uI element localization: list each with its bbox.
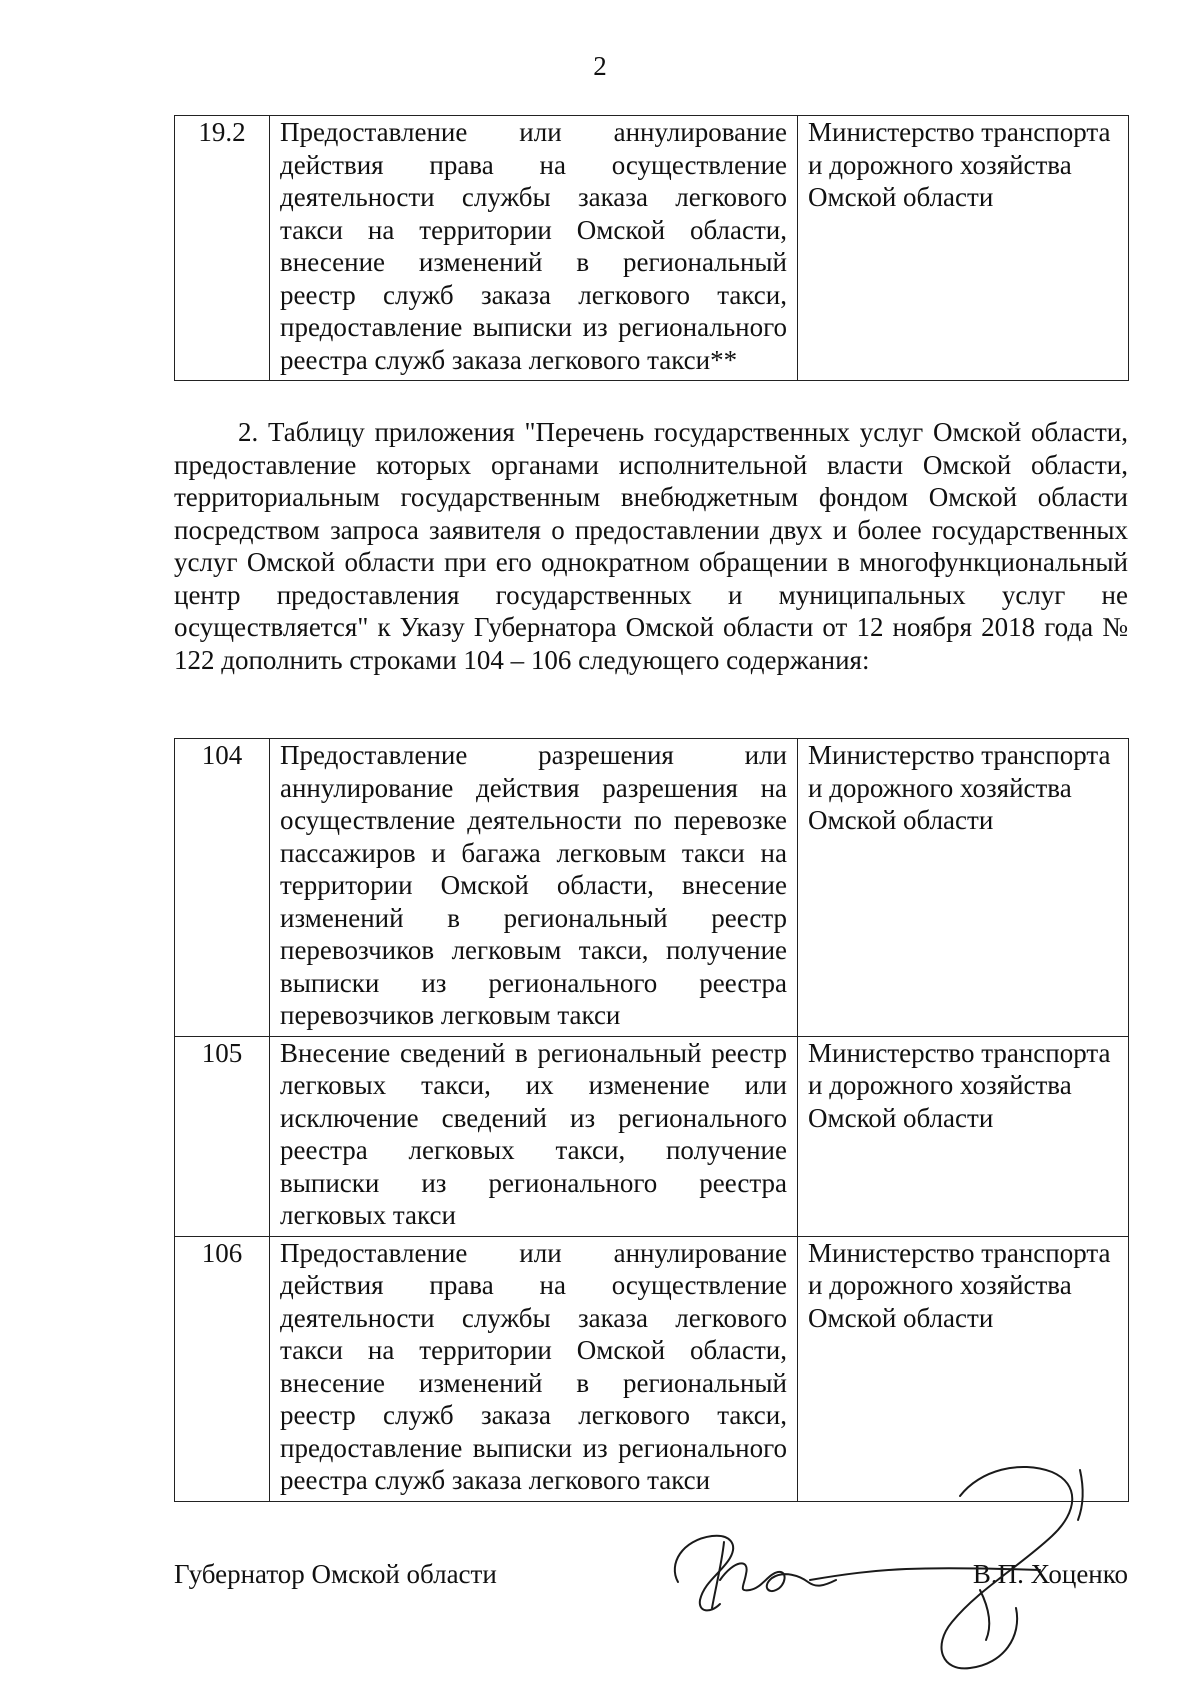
signer-name: В.П. Хоценко xyxy=(972,1559,1128,1589)
row-number: 105 xyxy=(175,1036,270,1236)
service-description: Внесение сведений в региональный реестр легковых такси, их изменение или исключение сведений из регионального реестра легковых такси, получение выписки из регионального реестра легковых такси xyxy=(270,1036,798,1236)
services-table-additions xyxy=(174,738,1129,1502)
responsible-authority: Министерство транспорта и дорожного хозяйства Омской области xyxy=(798,1036,1129,1236)
row-number: 19.2 xyxy=(175,116,270,381)
signer-title: Губернатор Омской области xyxy=(174,1559,497,1589)
service-description: Предоставление или аннулирование действия права на осуществление деятельности службы заказа легкового такси на территории Омской области, внесение изменений в региональный реестр служб заказа легкового такси, предоставление выписки из регионального реестра служб заказа легкового такси xyxy=(270,1236,798,1501)
amendment-paragraph: 2. Таблицу приложения "Перечень государственных услуг Омской области, предоставление которых органами исполнительной власти Омской области, территориальным государственным внебюджетным фондом Омской области посредством запроса заявителя о предоставлении двух и более государственных услуг Омской области при его однократном обращении в многофункциональный центр предоставления государственных и муниципальных услуг не осуществляется" к Указу Губернатора Омской области от 12 ноября 2018 года № 122 дополнить строками 104 – 106 следующего содержания: xyxy=(174,417,1128,675)
handwritten-signature xyxy=(660,1440,1100,1680)
table-row xyxy=(175,1036,1129,1236)
row-number: 106 xyxy=(175,1236,270,1501)
responsible-authority: Министерство транспорта и дорожного хозяйства Омской области xyxy=(798,1236,1129,1501)
responsible-authority: Министерство транспорта и дорожного хозяйства Омской области xyxy=(798,739,1129,1037)
services-table-existing xyxy=(174,115,1129,381)
page-number: 2 xyxy=(593,51,607,81)
row-number: 104 xyxy=(175,739,270,1037)
table-row xyxy=(175,739,1129,1037)
service-description: Предоставление или аннулирование действия права на осуществление деятельности службы заказа легкового такси на территории Омской области, внесение изменений в региональный реестр служб заказа легкового такси, предоставление выписки из регионального реестра служб заказа легкового такси** xyxy=(270,116,798,381)
table-row xyxy=(175,116,1129,381)
responsible-authority: Министерство транспорта и дорожного хозяйства Омской области xyxy=(798,116,1129,381)
service-description: Предоставление разрешения или аннулирование действия разрешения на осуществление деятельности по перевозке пассажиров и багажа легковым такси на территории Омской области, внесение изменений в региональный реестр перевозчиков легковым такси, получение выписки из регионального реестра перевозчиков легковым такси xyxy=(270,739,798,1037)
